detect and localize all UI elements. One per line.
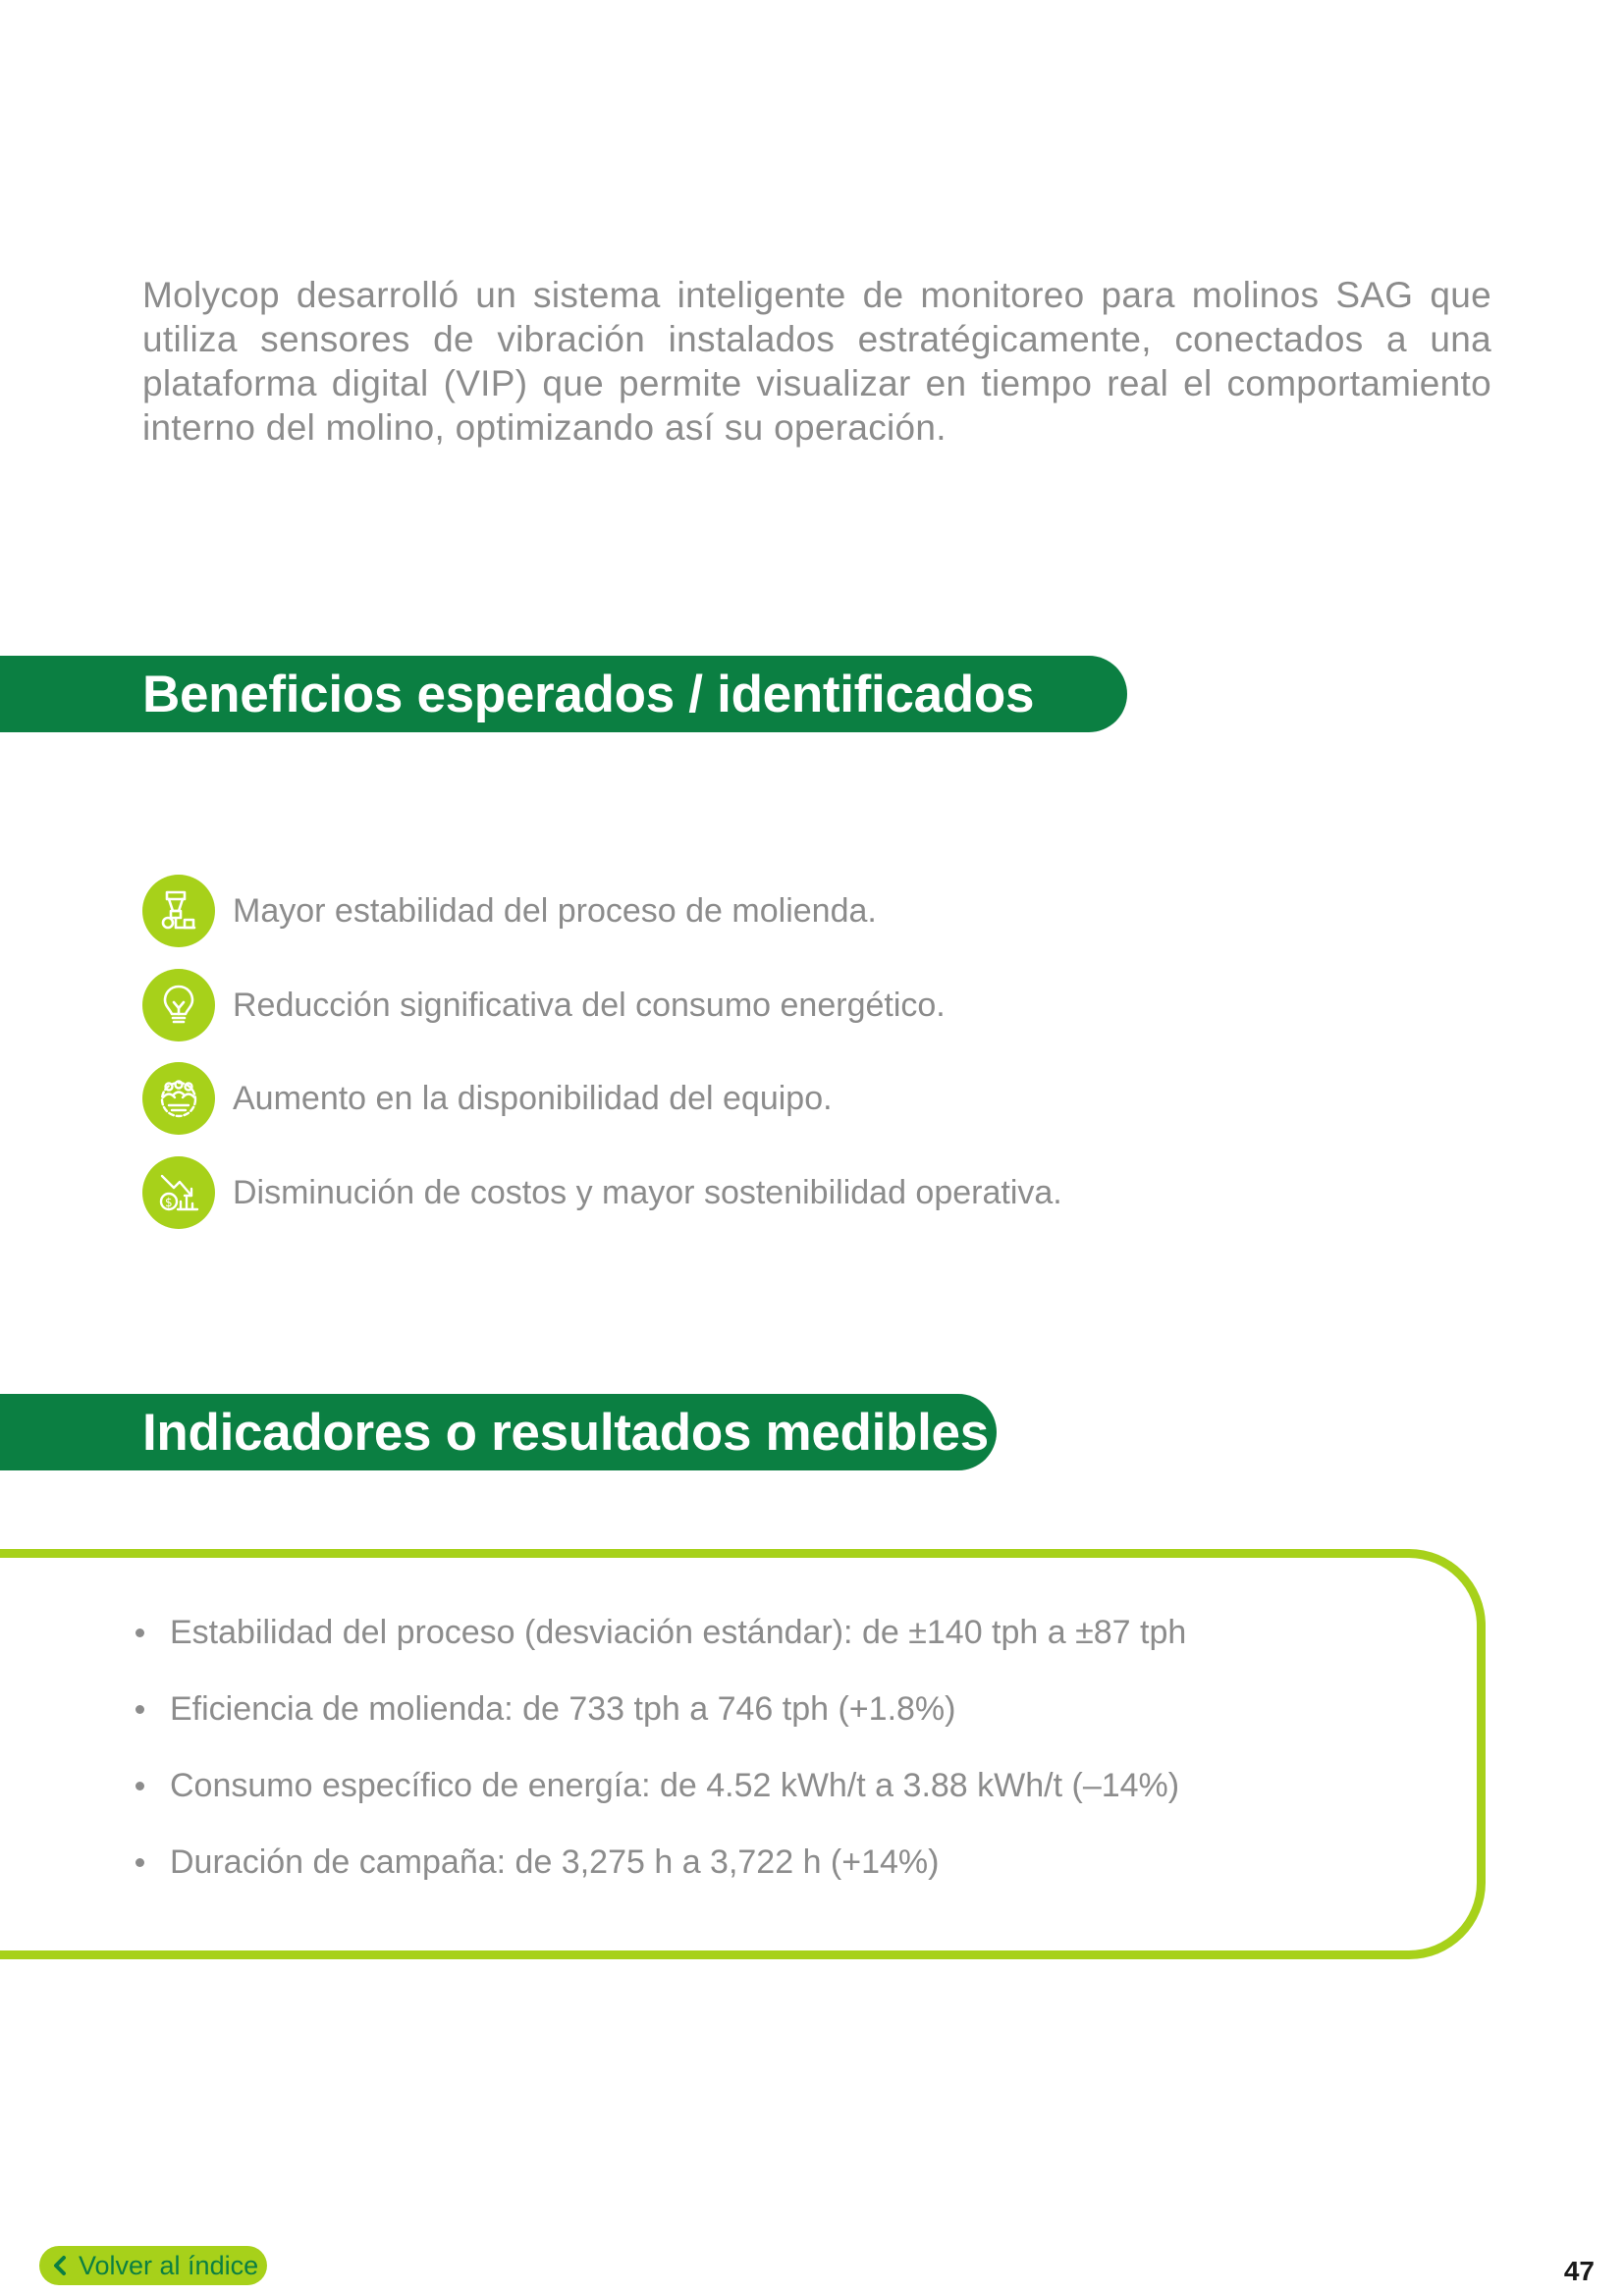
benefit-item (142, 874, 877, 948)
benefit-label: Reducción significativa del consumo energético. (233, 986, 946, 1024)
indicators-heading-banner (0, 1394, 997, 1470)
indicator-text: Eficiencia de molienda: de 733 tph a 746 tph (+1.8%) (170, 1690, 956, 1728)
team-gear-icon (142, 1062, 215, 1135)
intro-paragraph: Molycop desarrolló un sistema inteligente de monitoreo para molinos SAG que utiliza sensores de vibración instalados estratégicamente, conectados a una plataforma digital (VIP) que permite visualizar en tiempo real el comportamiento interno del molino, optimizando así su operación. (142, 275, 1491, 448)
cost-reduction-icon (142, 1156, 215, 1229)
page-number: 47 (1563, 2256, 1595, 2286)
benefits-heading-banner (0, 656, 1127, 732)
indicator-text: Estabilidad del proceso (desviación estándar): de ±140 tph a ±87 tph (170, 1614, 1187, 1651)
indicator-item (135, 1614, 1186, 1652)
benefit-label: Aumento en la disponibilidad del equipo. (233, 1079, 833, 1117)
chevron-left-icon (51, 2255, 69, 2276)
indicator-text: Duración de campaña: de 3,275 h a 3,722 h (+14%) (170, 1843, 940, 1881)
benefit-label: Disminución de costos y mayor sostenibilidad operativa. (233, 1173, 1062, 1211)
bullet-dot (135, 1782, 144, 1790)
svg-text:$: $ (165, 1196, 173, 1209)
benefit-item (142, 968, 946, 1042)
back-to-index-label: Volver al índice (79, 2250, 259, 2280)
indicator-item (135, 1690, 955, 1729)
bullet-dot (135, 1705, 144, 1714)
indicator-text: Consumo específico de energía: de 4.52 kWh/t a 3.88 kWh/t (–14%) (170, 1767, 1180, 1804)
benefit-item (142, 1155, 1062, 1230)
benefits-heading: Beneficios esperados / identificados (142, 665, 1035, 723)
grinding-mill-icon (142, 875, 215, 947)
benefit-label: Mayor estabilidad del proceso de molienda. (233, 891, 877, 930)
indicators-heading: Indicadores o resultados medibles (142, 1403, 989, 1462)
indicator-item (135, 1767, 1179, 1805)
bullet-dot (135, 1629, 144, 1637)
indicator-item (135, 1843, 939, 1882)
back-to-index-button[interactable] (39, 2246, 267, 2285)
benefit-item (142, 1061, 833, 1136)
lightbulb-icon (142, 969, 215, 1041)
indicators-box (0, 1549, 1486, 1959)
bullet-dot (135, 1858, 144, 1867)
